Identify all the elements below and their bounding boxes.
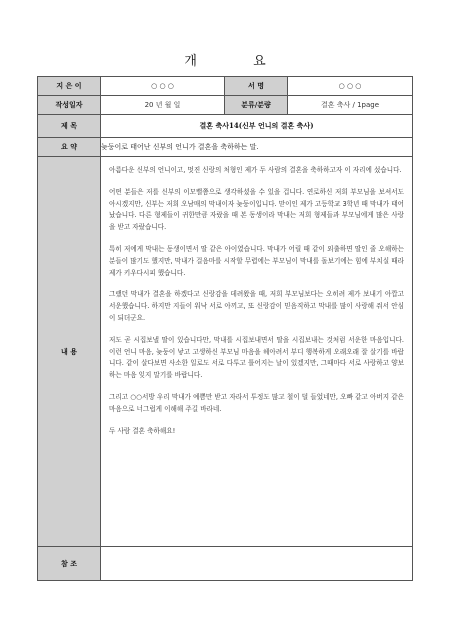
paragraph: 특히 저에게 막내는 동생이면서 딸 같은 아이였습니다. 막내가 어릴 때 같이 외출하면 딸인 줄 오해하는 분들이 많기도 했지만, 막내가 걸음마를 시작할 무렵에는 부모님이 막내를 돌보기에는 힘에 부치실 때라 제가 키우다시피 했습니다. xyxy=(109,244,404,277)
paragraph: 아름다운 신부의 언니이고, 멋진 신랑의 처형인 제가 두 사람의 결혼을 축하하고자 이 자리에 섰습니다. xyxy=(109,166,402,174)
paragraph: 저도 곧 시집보낼 딸이 있습니다만, 막내를 시집보내면서 딸을 시집보내는 것처럼 서운한 마음입니다. 이런 언니 마음, 늦둥이 낳고 고생하신 부모님 마음을 헤아려서 부디 행복하게 오래오래 잘 살기를 바랍니다. 같이 살다보면 사소한 일로도 서로 다투고 틀어지는 날이 있겠지만, 그때마다 서로 사랑하고 양보하는 마음 잊지 말기를 바랍니다. xyxy=(109,335,404,380)
date-label: 작성일자 xyxy=(38,96,101,115)
page-title: 개 요 xyxy=(184,54,292,69)
author-label: 지 은 이 xyxy=(38,77,101,96)
summary-label: 요 약 xyxy=(38,138,101,157)
paragraph: 그랬던 막내가 결혼을 하겠다고 신랑감을 데려왔을 때, 저희 부모님보다는 오히려 제가 보내기 아깝고 서운했습니다. 하지만 지들이 워낙 서로 아끼고, 또 신랑감이 믿음직하고 막내를 많이 사랑해 줘서 안심이 되더군요. xyxy=(109,290,404,322)
category-label: 분류/분량 xyxy=(225,96,288,115)
content-label: 내 용 xyxy=(38,157,101,547)
subject-value: 결혼 축사14(신부 언니의 결혼 축사) xyxy=(101,115,413,138)
author-value: ○ ○ ○ xyxy=(101,77,225,96)
reference-value xyxy=(101,547,413,581)
date-value: 20 년 월 일 xyxy=(101,96,225,115)
content-body xyxy=(101,157,413,547)
summary-value: 늦둥이로 태어난 신부의 언니가 결혼을 축하하는 말. xyxy=(101,138,413,157)
paragraph: 두 사람 결혼 축하해요! xyxy=(109,426,176,435)
category-value: 결혼 축사 / 1page xyxy=(288,96,413,115)
paragraph: 어떤 분들은 저를 신부의 이모뻘쯤으로 생각하셨을 수 있을 겁니다. 연로하신 저희 부모님을 보셔서도 아시겠지만, 신부는 저희 오남매의 막내이자 늦둥이입니다. 맏이인 제가 고등학교 3학년 때 막내가 태어났습니다. 다른 형제들이 귀한만큼 자랐을 때 본 동생이라 막내는 저희 형제들과 부모님에게 많은 사랑을 받고 자랐습니다. xyxy=(109,187,404,232)
reference-label: 참 조 xyxy=(38,547,101,581)
overview-form xyxy=(37,76,413,581)
signature-value: ○ ○ ○ xyxy=(288,77,413,96)
signature-label: 서 명 xyxy=(225,77,288,96)
paragraph: 그리고 ○○서방 우리 막내가 예쁨만 받고 자라서 투정도 많고 철이 덜 들었네만, 오빠 같고 아버지 같은 마음으로 너그럽게 이해해 주길 바라네. xyxy=(109,392,404,413)
subject-label: 제 목 xyxy=(38,115,101,138)
